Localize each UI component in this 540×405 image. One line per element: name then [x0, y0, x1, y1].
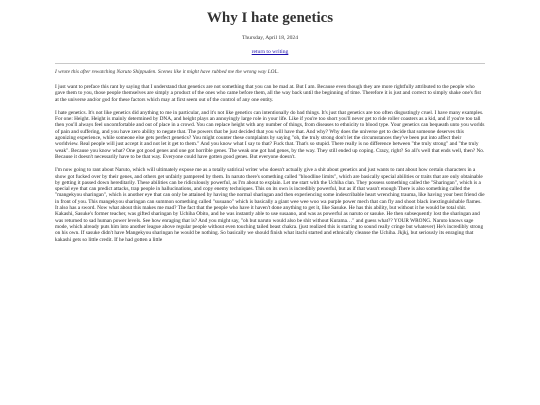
paragraph-hate-genetics: I hate genetics. It's not like genetics did anything to me in particular, and it's not like genetics can intentionally do bad things. It's just that genetics are too often disgustingly cruel. I have many examples. For one: Height. Height is mainly determined by DNA, and height plays an annoyingly large role in your life. Like if you're too short you'll never get to ride roller coasters as a kid, and if you're too tall then you'll always feel uncomfortable and out of place in a crowd. You can replace height with any number of things, from diseases to ethnicity to blood type. Your genetics can bequeath unto you worlds of pain and suffering, and you have zero ability to negate that. The powers that be just decided that you will have that. And why? Why does the universe get to decide that someone deserves this agonizing experience, while someone else gets perfect genetics? You might counter these complaints by saying "oh, the truly strong don't let the circumstances they've been put into affect their worldview. Real people will just accept it and not let it get to them." And you know what I say to that? Fuck that. That's so stupid. There really is no difference between "the truly strong" and "the truly weak". Because you know what? One got good genes and one got horrible genes. The weak one got bad genes, by the way. They still ended up coping. Crazy, right? So all's well that ends well, then? No. Because it doesn't necessarily have to be that way. Everyone could have gotten good genes. But everyone doesn't. — [55, 109, 485, 160]
post-title: Why I hate genetics — [206, 10, 334, 26]
paragraph-naruto-rant: I'm now going to rant about Naruto, which will ultimately expose me as a totally satirical writer who doesn't actually give a shit about genetics and just wants to rant about how certain characters in a show got fucked over by their genes, and others get unfairly pampered by them. In naruto there's something called "bloodline limits", which are basically special abilities or traits that are only obtainable by getting it passed down hereditarily. These abilities can be ridiculously powerful, as I'm about to explain. Let me start with the Uchiha clan. They possess something called the "Sharingan", which is a special eye that can predict attacks, trap people in hallucinations, and copy enemy techniques. This on its own is incredibly powerful, but as if that wasn't enough There is also something called the "mangekyou sharingan", which is another eye that can only be attained by having the normal sharingan and then experiencing some indescribable heart wrenching trauma, like having your best friend die in front of you. This mangekyou sharingan can summon something called "susuano" which is basically a giant wee wee woo wa purple power mech that can fly and shoot black inextinguishable flames. It also has a sword. Now what about this makes me mad? The fact that the people who have it haven't done anything to get it, like Sasuke. He has this ability, but without it he would be total shit. Kakashi, Sasuke's former teacher, was gifted sharingan by Uchiha Obito, and he was instantly able to use susaano, and was as powerful as naruto or sasuke. He then subsequently lost the sharingan and was returned to sad human power levels. See how enraging that is? And you might say, "oh but naruto would also be shit without Kurama…" and guess what?? YOUR WRONG. Naruto knows sage mode, which already puts him into another league above regular people without even touching tailed beast chakra. (just realized this is starting to sound really cringe but whatever) He's incredibly strong on his own. If sasuke didn't have Mangekyou sharingan he would be nothing. So basically we should finish what itachi started and ethnically cleanse the Uchiha. Jkjkj, but seriously its enraging that kakashi gets so little credit. If he had gotten a little — [55, 167, 485, 243]
divider — [55, 63, 485, 64]
paragraph-preface: I just want to preface this rant by saying that I understand that genetics are not something that you can be mad at. But I am. Because even though they are more rightfully attributed to the people who gave them to you, those people themselves are simply a product of the ones who came before them, all the way back until the beginning of time. Therefore it is just and correct to simply shake one's fist at the universe and/or god for these factors which may at first seem out of the control of any one entity. — [55, 84, 481, 103]
post-container — [55, 0, 485, 243]
return-to-writing-link[interactable]: return to writing — [251, 49, 289, 55]
intro-note: I wrote this after rewatching Naruto Shippuden. Scenes like it might have rubbed me the wrong way LOL. — [55, 69, 279, 75]
post-date: Thursday, April 18, 2024 — [241, 35, 299, 41]
back-link-wrapper — [55, 48, 485, 56]
